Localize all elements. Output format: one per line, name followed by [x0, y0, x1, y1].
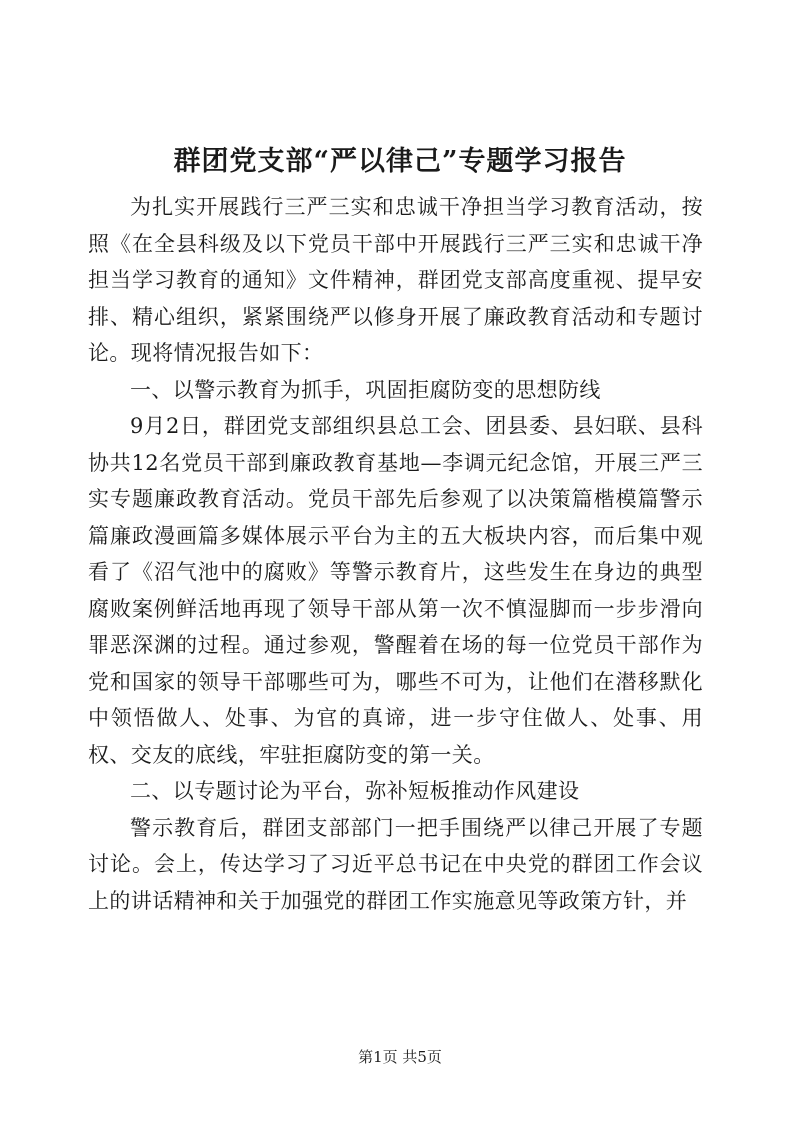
intro-paragraph: 为扎实开展践行三严三实和忠诚干净担当学习教育活动，按照《在全县科级及以下党员干部中开展践行三严三实和忠诚干净担当学习教育的通知》文件精神，群团党支部高度重视、提早安排、精心组织，紧紧围绕严以修身开展了廉政教育活动和专题讨论。现将情况报告如下： [88, 195, 703, 365]
section-heading-2: 二、以专题讨论为平台，弥补短板推动作风建设 [130, 779, 580, 803]
page-number-footer: 第1页 共5页 [358, 1048, 442, 1066]
document-title: 群团党支部“严以律己”专题学习报告 [173, 146, 627, 177]
section-1-paragraph: 9月2日，群团党支部组织县总工会、团县委、县妇联、县科协共12名党员干部到廉政教育基地—李调元纪念馆，开展三严三实专题廉政教育活动。党员干部先后参观了以决策篇楷模篇警示篇廉政漫画篇多媒体展示平台为主的五大板块内容，而后集中观看了《沼气池中的腐败》等警示教育片，这些发生在身边的典型腐败案例鲜活地再现了领导干部从第一次不慎湿脚而一步步滑向罪恶深渊的过程。通过参观，警醒着在场的每一位党员干部作为党和国家的领导干部哪些可为，哪些不可为，让他们在潜移默化中领悟做人、处事、为官的真谛，进一步守住做人、处事、用权、交友的底线，牢驻拒腐防变的第一关。 [88, 414, 703, 767]
section-heading-1: 一、以警示教育为抓手，巩固拒腐防变的思想防线 [130, 377, 601, 402]
document-body [88, 189, 703, 919]
section-2-paragraph: 警示教育后，群团支部部门一把手围绕严以律己开展了专题讨论。会上，传达学习了习近平总书记在中央党的群团工作会议上的讲话精神和关于加强党的群团工作实施意见等政策方针，并 [88, 815, 703, 913]
